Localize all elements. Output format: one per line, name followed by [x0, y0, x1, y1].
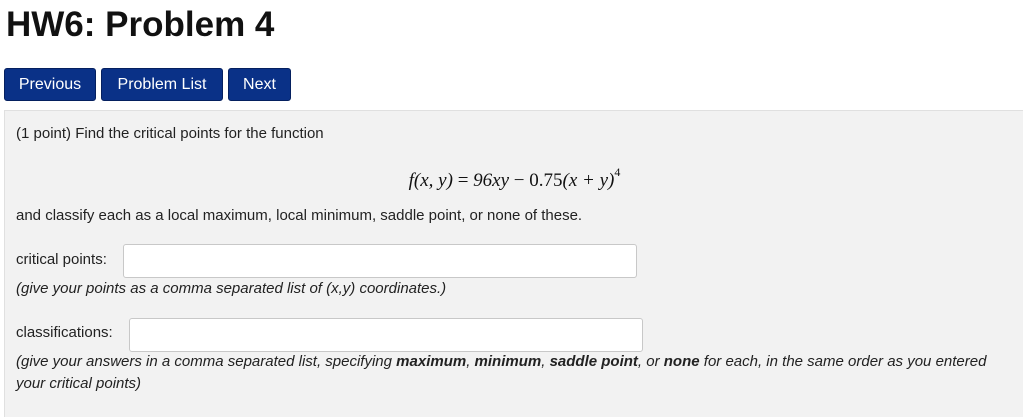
hint-none: none: [663, 353, 700, 370]
formula-coef: 0.75: [529, 170, 563, 191]
hint-pre: (give your answers in a comma separated list, specifying: [16, 353, 397, 370]
hint-sep1: ,: [466, 353, 475, 370]
formula-exponent: 4: [614, 165, 621, 179]
next-button[interactable]: Next: [228, 68, 291, 101]
function-formula: [5, 165, 1024, 192]
formula-term1: 96xy: [473, 170, 510, 191]
critical-points-label: critical points:: [16, 251, 107, 268]
classifications-hint: [16, 351, 1016, 395]
hint-sep3: , or: [637, 353, 664, 370]
critical-points-input[interactable]: [123, 244, 637, 278]
hint-minimum: minimum: [474, 353, 542, 370]
classifications-label: classifications:: [16, 324, 113, 341]
hint-maximum: maximum: [396, 353, 467, 370]
hint-sep2: ,: [541, 353, 550, 370]
formula-lhs: f(x, y): [408, 170, 453, 191]
problem-list-button[interactable]: Problem List: [101, 68, 223, 101]
previous-button[interactable]: Previous: [4, 68, 96, 101]
hint-post: for each, in the same order as you entered your critical points): [16, 353, 987, 392]
problem-intro: (1 point) Find the critical points for the function: [16, 125, 324, 142]
classifications-input[interactable]: [129, 318, 643, 352]
formula-minus: −: [513, 170, 525, 191]
formula-paren: (x + y): [562, 170, 615, 191]
critical-points-hint: (give your points as a comma separated list of (x,y) coordinates.): [16, 280, 447, 297]
hint-saddle: saddle point: [549, 353, 638, 370]
formula-equals: =: [457, 170, 469, 191]
problem-nav: [4, 68, 291, 101]
page-title: HW6: Problem 4: [6, 5, 275, 44]
problem-panel: [4, 110, 1023, 417]
problem-instruction: and classify each as a local maximum, local minimum, saddle point, or none of these.: [16, 207, 583, 224]
